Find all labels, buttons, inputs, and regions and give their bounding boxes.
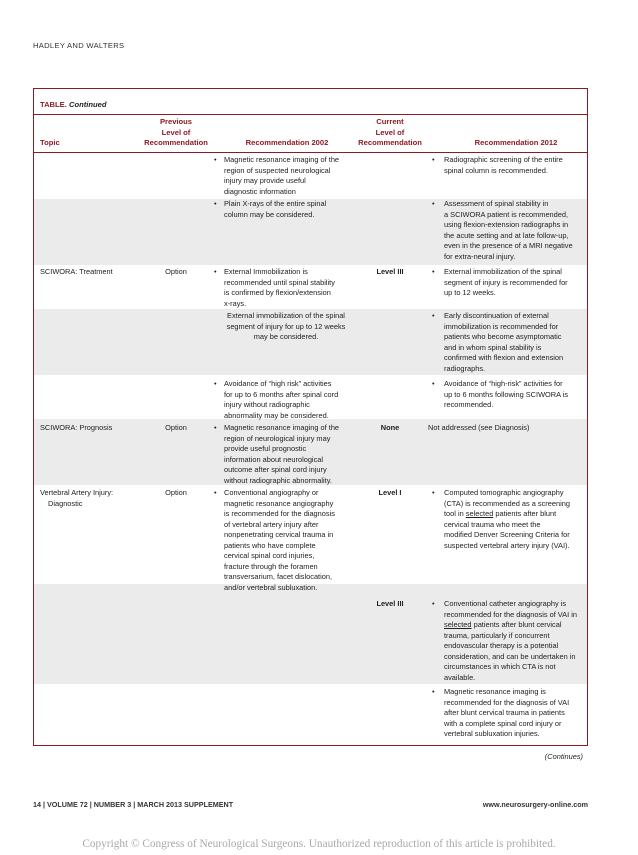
bullet: • <box>214 379 217 388</box>
text-line: immobilization is recommended for <box>444 321 559 331</box>
text-line: a SCIWORA patient is recommended, <box>444 209 569 219</box>
topic-cell <box>40 488 113 509</box>
rec2002-cell <box>224 199 384 220</box>
text-line: even in the presence of a MRI negative <box>444 241 573 250</box>
text-line: Conventional angiography or <box>224 488 319 497</box>
rec2002-cell <box>224 155 384 197</box>
text-line: Computed tomographic angiography <box>444 488 564 497</box>
text-line: (CTA) is recommended as a screening <box>444 498 570 508</box>
previous-level-cell: Option <box>165 423 187 432</box>
text-line: provide useful prognostic <box>224 444 307 453</box>
text-line: endovascular therapy is a potential <box>444 641 559 650</box>
text-line: selected patients after blunt cervical <box>444 620 562 629</box>
bullet: • <box>432 155 435 164</box>
header-recommendation-2012: Recommendation 2012 <box>474 138 558 147</box>
current-level-cell: Level I <box>378 488 402 497</box>
text-line: recommended for the diagnosis of VAI <box>444 697 570 707</box>
text-line: x-rays. <box>224 298 247 308</box>
text-line: vertebral subluxation injuries. <box>444 729 540 738</box>
previous-level-cell: Option <box>165 488 187 497</box>
text-line: Radiographic screening of the entire <box>444 155 563 164</box>
header-recommendation-2002: Recommendation 2002 <box>245 138 329 147</box>
text-line: patients who have complete <box>224 540 316 550</box>
bullet: • <box>432 311 435 320</box>
current-level-cell: Level III <box>376 267 404 276</box>
text-line: is recommended for the diagnosis <box>224 509 335 518</box>
rec2012-cell <box>444 687 589 740</box>
text-line: segment of injury is recommended for <box>444 277 568 287</box>
text-line: modified Denver Screening Criteria for <box>444 530 570 539</box>
text-line: region of suspected neurological <box>224 165 331 175</box>
text-line: spinal column is recommended. <box>444 165 548 175</box>
text-line: abnormality may be considered. <box>224 410 329 420</box>
text-line: cervical trauma who meet the <box>444 519 541 529</box>
header-rule <box>34 152 587 153</box>
footer-website-link[interactable]: www.neurosurgery-online.com <box>482 800 588 809</box>
footer-issue-info: 14 | VOLUME 72 | NUMBER 3 | MARCH 2013 SUPPLEMENT <box>33 800 234 809</box>
text-line: External immobilization of the spinal <box>227 311 345 320</box>
text-line: transversarium, facet dislocation, <box>224 572 333 581</box>
rec2002-cell <box>224 379 384 421</box>
text-line: injury without radiographic <box>224 400 310 409</box>
text-line: region of neurological injury may <box>224 433 331 443</box>
text-line: up to 6 months following SCIWORA is <box>444 389 569 399</box>
text-line: available. <box>444 672 476 682</box>
text-line: External Immobilization is <box>224 267 308 276</box>
table-caption <box>40 100 107 109</box>
text-line: magnetic resonance angiography <box>224 498 334 508</box>
text-line: is confirmed by flexion/extension <box>224 288 331 297</box>
recommendation-table <box>33 88 588 746</box>
rec2002-cell <box>206 311 366 343</box>
current-level-cell: None <box>380 423 400 432</box>
text-line: patients who become asymptomatic <box>444 332 562 341</box>
text-line: for extra-neural injury. <box>444 251 516 261</box>
text-line: injury may provide useful <box>224 176 306 185</box>
text-line: circumstances in which CTA is not <box>444 662 556 671</box>
text-line: Magnetic resonance imaging of the <box>224 155 340 164</box>
bullet: • <box>432 488 435 497</box>
text-line: Early discontinuation of external <box>444 311 549 320</box>
continues-note: (Continues) <box>544 752 583 761</box>
text-line: Avoidance of “high risk” activities <box>224 379 332 388</box>
text-line: Magnetic resonance imaging of the <box>224 423 340 432</box>
text-line: Magnetic resonance imaging is <box>444 687 546 696</box>
bullet: • <box>432 379 435 388</box>
rec2012-cell: Not addressed (see Diagnosis) <box>428 423 530 432</box>
caption-rule <box>34 114 587 115</box>
copyright-notice: Copyright © Congress of Neurological Surgeons. Unauthorized reproduction of this article is prohibited. <box>82 838 556 850</box>
rec2012-cell <box>444 488 589 551</box>
rec2002-cell <box>224 488 384 593</box>
text-line: nonpenetrating cervical trauma in <box>224 530 334 539</box>
text-line: of vertebral artery injury after <box>224 519 319 529</box>
text-line: after blunt cervical trauma in patients <box>444 708 565 717</box>
text-line: cervical spinal cord injuries, <box>224 551 315 560</box>
rec2012-cell <box>444 599 589 683</box>
text-line: up to 12 weeks. <box>444 288 496 297</box>
rec2012-cell <box>444 311 589 374</box>
text-line: Assessment of spinal stability in <box>444 199 549 208</box>
text-line: outcome after spinal cord injury <box>224 465 327 474</box>
header-current-level-line: Level of <box>375 127 405 137</box>
text-line: with a complete spinal cord injury or <box>444 718 562 728</box>
text-line: Vertebral Artery Injury: <box>40 488 114 497</box>
rec2012-cell <box>444 155 589 176</box>
header-previous-level <box>126 117 226 149</box>
bullet: • <box>214 267 217 276</box>
bullet: • <box>432 599 435 608</box>
rec2012-cell <box>444 379 589 411</box>
text-line: and in whom spinal stability is <box>444 342 542 352</box>
header-previous-level-line: Recommendation <box>144 138 208 147</box>
header-current-level-line: Recommendation <box>358 138 422 147</box>
text-line: Conventional catheter angiography is <box>444 599 567 608</box>
header-current-level <box>340 117 440 149</box>
bullet: • <box>214 488 217 497</box>
text-line: recommended. <box>444 400 494 409</box>
text-line: Avoidance of “high-risk” activities for <box>444 379 563 388</box>
current-level-cell: Level III <box>376 599 404 608</box>
rec2012-cell <box>444 267 589 299</box>
table-label-continued: Continued <box>68 100 107 109</box>
text-line: External immobilization of the spinal <box>444 267 562 276</box>
text-line: information about neurological <box>224 454 324 464</box>
topic-cell: SCIWORA: Treatment <box>40 267 113 276</box>
table-label: TABLE. <box>40 100 67 109</box>
running-head: HADLEY AND WALTERS <box>33 41 125 50</box>
header-previous-level-line: Previous <box>159 117 193 126</box>
text-line: segment of injury for up to 12 weeks <box>226 321 346 331</box>
text-line: without radiographic abnormality. <box>224 475 332 485</box>
rec2012-cell <box>444 199 589 262</box>
header-current-level-line: Current <box>376 117 404 126</box>
text-line: column may be considered. <box>224 209 315 219</box>
header-topic: Topic <box>40 138 60 147</box>
text-line: consideration, and can be undertaken in <box>444 651 576 661</box>
bullet: • <box>432 199 435 208</box>
bullet: • <box>214 423 217 432</box>
header-previous-level-line: Level of <box>161 127 191 137</box>
text-line: radiographs. <box>444 363 486 373</box>
text-line: using flexion-extension radiographs in <box>444 220 569 229</box>
text-line: the acute setting and at late follow-up, <box>444 230 569 240</box>
text-line: fracture through the foramen <box>224 561 318 571</box>
text-line: suspected vertebral artery injury (VAI). <box>444 540 570 550</box>
bullet: • <box>432 267 435 276</box>
bullet: • <box>214 155 217 164</box>
text-line: trauma, particularly if concurrent <box>444 630 550 640</box>
bullet: • <box>432 687 435 696</box>
topic-cell: SCIWORA: Prognosis <box>40 423 113 432</box>
previous-level-cell: Option <box>165 267 187 276</box>
text-line: diagnostic information <box>224 186 296 196</box>
text-line: confirmed with flexion and extension <box>444 353 564 362</box>
text-line: Plain X-rays of the entire spinal <box>224 199 327 208</box>
text-line: recommended until spinal stability <box>224 277 335 287</box>
text-line: recommended for the diagnosis of VAI in <box>444 609 577 619</box>
text-line: Diagnostic <box>48 498 83 508</box>
text-line: for up to 6 months after spinal cord <box>224 389 339 399</box>
text-line: tool in selected patients after blunt <box>444 509 557 518</box>
text-line: and/or vertebral subluxation. <box>224 582 318 592</box>
text-line: may be considered. <box>253 332 319 341</box>
bullet: • <box>214 199 217 208</box>
